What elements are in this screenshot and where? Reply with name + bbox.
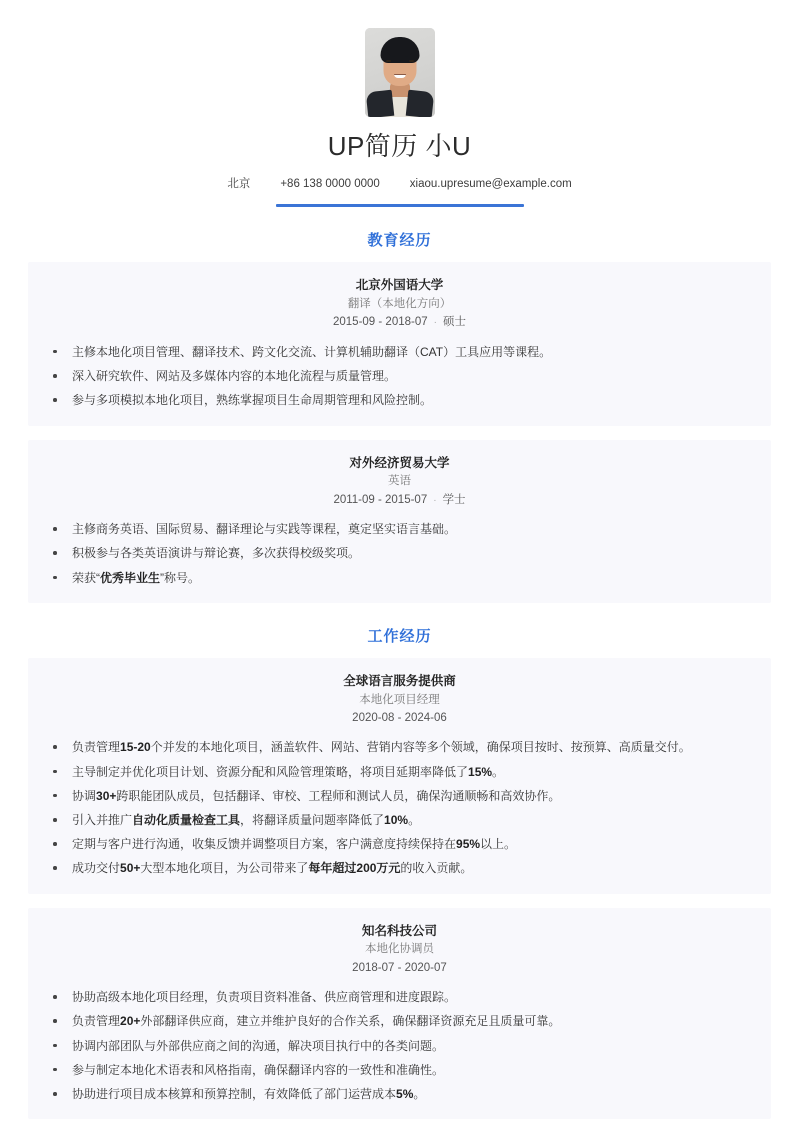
bullet-highlight: 每年超过200万元 [308,861,401,876]
bullet-item [46,1010,753,1032]
bullet-list [46,518,753,589]
entry-degree: 学士 [442,493,466,506]
bullet-text: 跨职能团队成员，包括翻译、审校、工程师和测试人员，确保沟通顺畅和高效协作。 [116,788,561,803]
bullet-highlight: 50+ [120,861,141,876]
entry-header [46,454,753,511]
avatar [365,28,435,117]
bullet-item [46,341,753,363]
bullet-text: 成功交付 [72,861,121,876]
bullet-list [46,341,753,412]
entry-meta [46,959,753,979]
bullet-item [46,518,753,540]
bullet-item [46,567,753,589]
portrait-eye-right [409,60,414,62]
bullet-highlight: 20+ [120,1014,141,1029]
contact-email: xiaou.upresume@example.com [409,178,572,191]
bullet-text: 积极参与各类英语演讲与辩论赛，多次获得校级奖项。 [72,546,361,561]
bullet-item [46,389,753,411]
portrait-eye-left [386,60,391,62]
entry-card [28,440,771,603]
entry-subtitle: 本地化协调员 [365,943,434,956]
portrait-jacket-left [365,90,394,117]
entry-meta [46,709,753,729]
bullet-item [46,986,753,1008]
bullet-highlight: 自动化质量检查工具 [132,813,241,828]
entry-card [28,262,771,425]
resume-section [0,625,799,1119]
avatar-container [28,28,771,117]
bullet-highlight: 30+ [96,788,117,803]
resume-header [0,0,799,207]
resume-section [0,229,799,603]
bullet-highlight: 15-20 [120,740,151,755]
bullet-text: 的收入贡献。 [400,861,473,876]
resume-sections [0,229,799,1119]
entry-subtitle: 翻译（本地化方向） [347,298,452,311]
entry-date: 2015-09 - 2018-07 [333,316,428,329]
entry-organization: 知名科技公司 [361,923,437,938]
bullet-text: 外部翻译供应商，建立并维护良好的合作关系，确保翻译资源充足且质量可靠。 [140,1014,561,1029]
bullet-list [46,736,753,879]
bullet-highlight: 优秀毕业生 [100,570,161,585]
bullet-item [46,1059,753,1081]
bullet-text: 协助进行项目成本核算和预算控制，有效降低了部门运营成本 [72,1087,397,1102]
entry-header [46,922,753,979]
bullet-text: 大型本地化项目，为公司带来了 [140,861,309,876]
contact-phone: +86 138 0000 0000 [280,178,380,191]
bullet-text: 主修商务英语、国际贸易、翻译理论与实践等课程，奠定坚实语言基础。 [72,522,457,537]
bullet-highlight: 95% [456,837,481,852]
bullet-highlight: 15% [468,764,493,779]
bullet-text: 。 [413,1087,426,1102]
bullet-text: 协调 [72,788,97,803]
bullet-list [46,986,753,1105]
bullet-item [46,833,753,855]
bullet-item [46,365,753,387]
bullet-text: 主导制定并优化项目计划、资源分配和风险管理策略，将项目延期率降低了 [72,764,469,779]
bullet-text: 深入研究软件、网站及多媒体内容的本地化流程与质量管理。 [72,369,397,384]
contact-row [28,176,771,192]
entry-header [46,672,753,729]
bullet-item [46,1035,753,1057]
entry-date: 2018-07 - 2020-07 [352,961,447,974]
portrait-jacket-right [405,90,434,117]
entry-subtitle: 英语 [388,475,411,488]
entry-separator: · [433,317,437,329]
bullet-text: 个并发的本地化项目，涵盖软件、网站、营销内容等多个领域，确保项目按时、按预算、高质量交付。 [150,740,691,755]
entry-date: 2011-09 - 2015-07 [333,493,428,506]
bullet-highlight: 10% [384,813,409,828]
bullet-item [46,1083,753,1105]
bullet-text: 主修本地化项目管理、翻译技术、跨文化交流、计算机辅助翻译（CAT）工具应用等课程。 [72,344,552,359]
bullet-text: 定期与客户进行沟通，收集反馈并调整项目方案，客户满意度持续保持在 [72,837,457,852]
bullet-item [46,857,753,879]
section-title: 教育经历 [367,232,432,250]
bullet-text: ”称号。 [160,570,201,585]
entry-degree: 硕士 [442,316,466,329]
bullet-item [46,542,753,564]
bullet-item [46,736,753,758]
bullet-item [46,761,753,783]
bullet-text: 负责管理 [72,740,121,755]
section-title: 工作经历 [367,627,432,645]
header-divider [276,204,524,207]
bullet-text: 引入并推广 [72,813,133,828]
entry-subtitle: 本地化项目经理 [359,693,440,706]
bullet-item [46,809,753,831]
entry-header [46,276,753,333]
bullet-text: 协调内部团队与外部供应商之间的沟通，解决项目执行中的各类问题。 [72,1038,445,1053]
entry-organization: 全球语言服务提供商 [343,673,456,688]
bullet-text: 参与制定本地化术语表和风格指南，确保翻译内容的一致性和准确性。 [72,1062,445,1077]
bullet-item [46,785,753,807]
bullet-text: ，将翻译质量问题率降低了 [240,813,385,828]
bullet-highlight: 5% [396,1087,414,1102]
entry-date: 2020-08 - 2024-06 [352,711,447,724]
entry-separator: · [433,494,437,506]
contact-location: 北京 [227,178,251,191]
bullet-text: 协助高级本地化项目经理，负责项目资料准备、供应商管理和进度跟踪。 [72,990,457,1005]
entry-meta [46,491,753,511]
entry-organization: 对外经济贸易大学 [349,455,450,470]
bullet-text: 。 [408,813,421,828]
bullet-text: 荣获“ [72,570,100,585]
bullet-text: 负责管理 [72,1014,121,1029]
entry-card [28,658,771,894]
entry-organization: 北京外国语大学 [355,278,444,293]
bullet-text: 以上。 [480,837,517,852]
candidate-name: UP简历 小U [327,131,472,161]
bullet-text: 参与多项模拟本地化项目，熟练掌握项目生命周期管理和风险控制。 [72,393,433,408]
entry-meta [46,313,753,333]
bullet-text: 。 [492,764,505,779]
entry-card [28,908,771,1120]
